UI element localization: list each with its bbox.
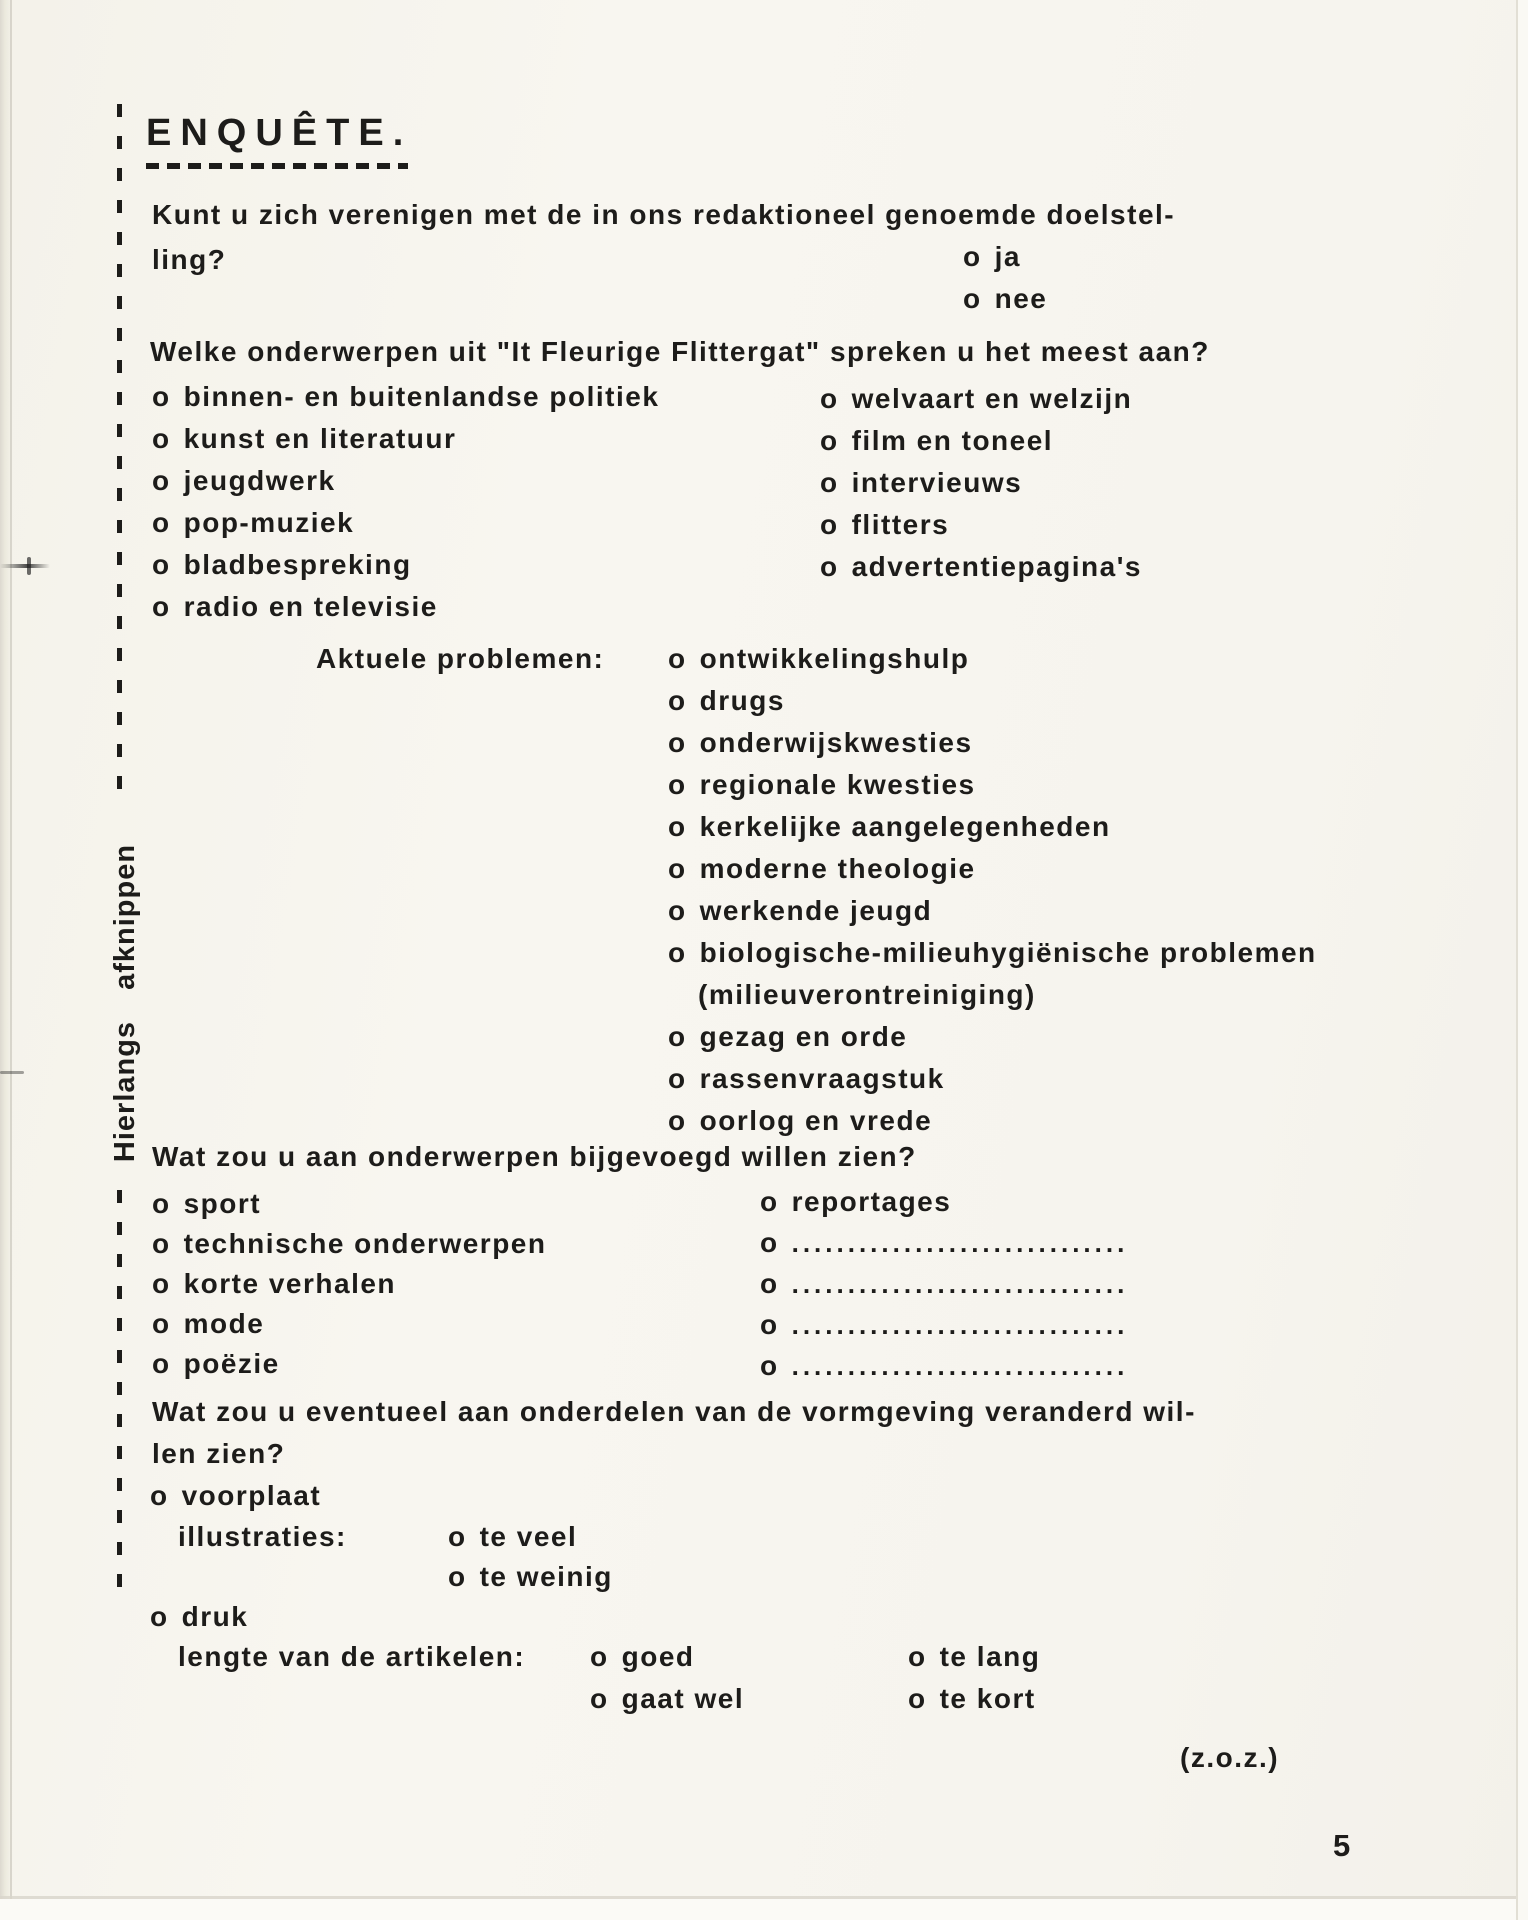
topic-option	[668, 811, 1317, 853]
option-circle-marker: o	[760, 1186, 779, 1217]
question-3-text: Wat zou u aan onderwerpen bijgevoegd willen zien?	[152, 1141, 917, 1172]
option-label: technische onderwerpen	[183, 1228, 547, 1259]
option-label: druk	[181, 1601, 249, 1632]
option-circle-marker: o	[152, 1228, 171, 1259]
option-circle-marker: o	[668, 727, 687, 758]
option-circle-marker: o	[668, 685, 687, 716]
topic-option	[152, 1268, 546, 1308]
topic-option	[668, 937, 1317, 979]
option-label: mode	[183, 1308, 265, 1339]
option-circle-marker: o	[760, 1227, 779, 1258]
question-2-text: Welke onderwerpen uit "It Fleurige Flittergat" spreken u het meest aan?	[150, 336, 1210, 367]
dotted-blank-line: ..............................	[791, 1228, 1129, 1258]
option-druk	[150, 1601, 248, 1633]
option-voorplaat	[150, 1480, 321, 1512]
page-right-margin	[1518, 0, 1528, 1920]
question-1-line-2: ling?	[152, 244, 227, 275]
write-in-option	[760, 1309, 1128, 1350]
option-circle-marker: o	[448, 1561, 467, 1592]
option-label: (milieuverontreiniging)	[698, 979, 1036, 1010]
option-circle-marker: o	[668, 1021, 687, 1052]
option-circle-marker: o	[963, 241, 982, 272]
page-bottom-margin	[0, 1899, 1528, 1920]
topic-option	[152, 549, 659, 591]
cut-dashed-line-top	[117, 104, 122, 804]
option-circle-marker: o	[820, 509, 839, 540]
option-label: biologische-milieuhygiënische problemen	[699, 937, 1317, 968]
option-circle-marker: o	[668, 643, 687, 674]
option-label: poëzie	[183, 1348, 280, 1379]
option-te-veel	[448, 1521, 577, 1553]
staple-mark	[0, 564, 50, 568]
page-title: ENQUÊTE.	[146, 112, 413, 154]
option-circle-marker: o	[820, 551, 839, 582]
option-circle-marker: o	[760, 1268, 779, 1299]
dotted-blank-line: ..............................	[791, 1310, 1129, 1340]
write-in-option	[760, 1227, 1128, 1268]
write-in-option	[760, 1268, 1128, 1309]
topic-option	[820, 383, 1142, 425]
topic-option	[820, 509, 1142, 551]
q2-topics-right-column	[820, 383, 1142, 593]
option-circle-marker: o	[152, 1268, 171, 1299]
option-label: regionale kwesties	[699, 769, 976, 800]
option-continuation-line	[668, 979, 1317, 1021]
option-circle-marker: o	[152, 591, 171, 622]
topic-option	[152, 1188, 546, 1228]
q3-right-column	[760, 1186, 1128, 1391]
topic-option	[820, 425, 1142, 467]
illustraties-label: illustraties:	[178, 1521, 347, 1552]
option-label: advertentiepagina's	[851, 551, 1142, 582]
option-label: werkende jeugd	[699, 895, 933, 926]
cut-here-label: Hierlangs afknippen	[109, 843, 141, 1163]
cut-dashed-line-bottom	[117, 1190, 122, 1592]
option-label: pop-muziek	[183, 507, 355, 538]
option-label: rassenvraagstuk	[699, 1063, 945, 1094]
option-circle-marker: o	[668, 811, 687, 842]
lengte-artikelen-label: lengte van de artikelen:	[178, 1641, 526, 1672]
topic-option	[152, 507, 659, 549]
option-label: gaat wel	[621, 1683, 745, 1714]
option-circle-marker: o	[152, 1188, 171, 1219]
option-gaat-wel	[590, 1683, 744, 1715]
topic-option	[668, 1063, 1317, 1105]
option-circle-marker: o	[152, 507, 171, 538]
topic-option	[668, 895, 1317, 937]
option-label: film en toneel	[851, 425, 1054, 456]
option-circle-marker: o	[668, 937, 687, 968]
option-circle-marker: o	[590, 1683, 609, 1714]
option-label: onderwijskwesties	[699, 727, 973, 758]
option-label: reportages	[791, 1186, 952, 1217]
option-label: drugs	[699, 685, 785, 716]
option-circle-marker: o	[150, 1601, 169, 1632]
option-circle-marker: o	[963, 283, 982, 314]
option-ja	[963, 241, 1021, 273]
option-circle-marker: o	[668, 769, 687, 800]
topic-option	[668, 727, 1317, 769]
aktuele-problemen-label: Aktuele problemen:	[316, 643, 605, 674]
option-label: moderne theologie	[699, 853, 976, 884]
option-circle-marker: o	[908, 1641, 927, 1672]
option-circle-marker: o	[668, 895, 687, 926]
option-circle-marker: o	[152, 1348, 171, 1379]
option-circle-marker: o	[668, 1105, 687, 1136]
staple-mark	[0, 1071, 24, 1074]
option-circle-marker: o	[760, 1309, 779, 1340]
topic-option	[152, 1308, 546, 1348]
option-te-kort	[908, 1683, 1036, 1715]
option-label: jeugdwerk	[183, 465, 336, 496]
option-label: flitters	[851, 509, 950, 540]
option-circle-marker: o	[152, 423, 171, 454]
topic-option	[668, 1021, 1317, 1063]
option-label: te weinig	[479, 1561, 613, 1592]
question-4-line-1: Wat zou u eventueel aan onderdelen van de vormgeving veranderd wil-	[152, 1396, 1196, 1427]
option-circle-marker: o	[448, 1521, 467, 1552]
turn-over-note: (z.o.z.)	[1180, 1742, 1280, 1773]
option-label: bladbespreking	[183, 549, 412, 580]
option-circle-marker: o	[668, 853, 687, 884]
option-label: te veel	[479, 1521, 578, 1552]
topic-option	[152, 381, 659, 423]
option-circle-marker: o	[820, 383, 839, 414]
option-label: gezag en orde	[699, 1021, 908, 1052]
option-label: korte verhalen	[183, 1268, 397, 1299]
option-label: binnen- en buitenlandse politiek	[183, 381, 660, 412]
topic-option	[820, 551, 1142, 593]
option-te-weinig	[448, 1561, 613, 1593]
option-label: intervieuws	[851, 467, 1023, 498]
question-1-line-1: Kunt u zich verenigen met de in ons redaktioneel genoemde doelstel-	[152, 199, 1176, 230]
option-label: goed	[621, 1641, 695, 1672]
option-label: voorplaat	[181, 1480, 322, 1511]
topic-option	[152, 423, 659, 465]
option-label: te kort	[939, 1683, 1036, 1714]
option-goed	[590, 1641, 695, 1673]
option-label: ontwikkelingshulp	[699, 643, 970, 674]
topic-option	[760, 1186, 1128, 1227]
topic-option	[668, 769, 1317, 811]
option-te-lang	[908, 1641, 1040, 1673]
option-circle-marker: o	[668, 1063, 687, 1094]
page-left-edge-line	[10, 0, 12, 1920]
option-label: oorlog en vrede	[699, 1105, 933, 1136]
option-circle-marker: o	[590, 1641, 609, 1672]
topic-option	[668, 643, 1317, 685]
title-underline	[146, 163, 408, 169]
topic-option	[668, 685, 1317, 727]
option-label: kerkelijke aangelegenheden	[699, 811, 1111, 842]
option-label: ja	[994, 241, 1021, 272]
question-4-line-2: len zien?	[152, 1438, 286, 1469]
option-circle-marker: o	[152, 1308, 171, 1339]
q3-left-column	[152, 1188, 546, 1388]
option-circle-marker: o	[760, 1350, 779, 1381]
dotted-blank-line: ..............................	[791, 1351, 1129, 1381]
option-circle-marker: o	[820, 425, 839, 456]
q2-topics-left-column	[152, 381, 659, 633]
option-circle-marker: o	[150, 1480, 169, 1511]
option-circle-marker: o	[820, 467, 839, 498]
option-label: radio en televisie	[183, 591, 438, 622]
staple-mark	[27, 557, 31, 575]
write-in-option	[760, 1350, 1128, 1391]
option-label: sport	[183, 1188, 262, 1219]
topic-option	[152, 591, 659, 633]
option-label: te lang	[939, 1641, 1041, 1672]
topic-option	[152, 465, 659, 507]
option-label: nee	[994, 283, 1048, 314]
option-circle-marker: o	[152, 381, 171, 412]
option-label: kunst en literatuur	[183, 423, 457, 454]
topic-option	[152, 1228, 546, 1268]
aktuele-problemen-column	[668, 643, 1317, 1147]
option-circle-marker: o	[152, 465, 171, 496]
dotted-blank-line: ..............................	[791, 1269, 1129, 1299]
option-nee	[963, 283, 1047, 315]
topic-option	[668, 853, 1317, 895]
option-label: welvaart en welzijn	[851, 383, 1133, 414]
topic-option	[152, 1348, 546, 1388]
topic-option	[820, 467, 1142, 509]
option-circle-marker: o	[908, 1683, 927, 1714]
option-circle-marker: o	[152, 549, 171, 580]
page-number: 5	[1333, 1828, 1352, 1863]
